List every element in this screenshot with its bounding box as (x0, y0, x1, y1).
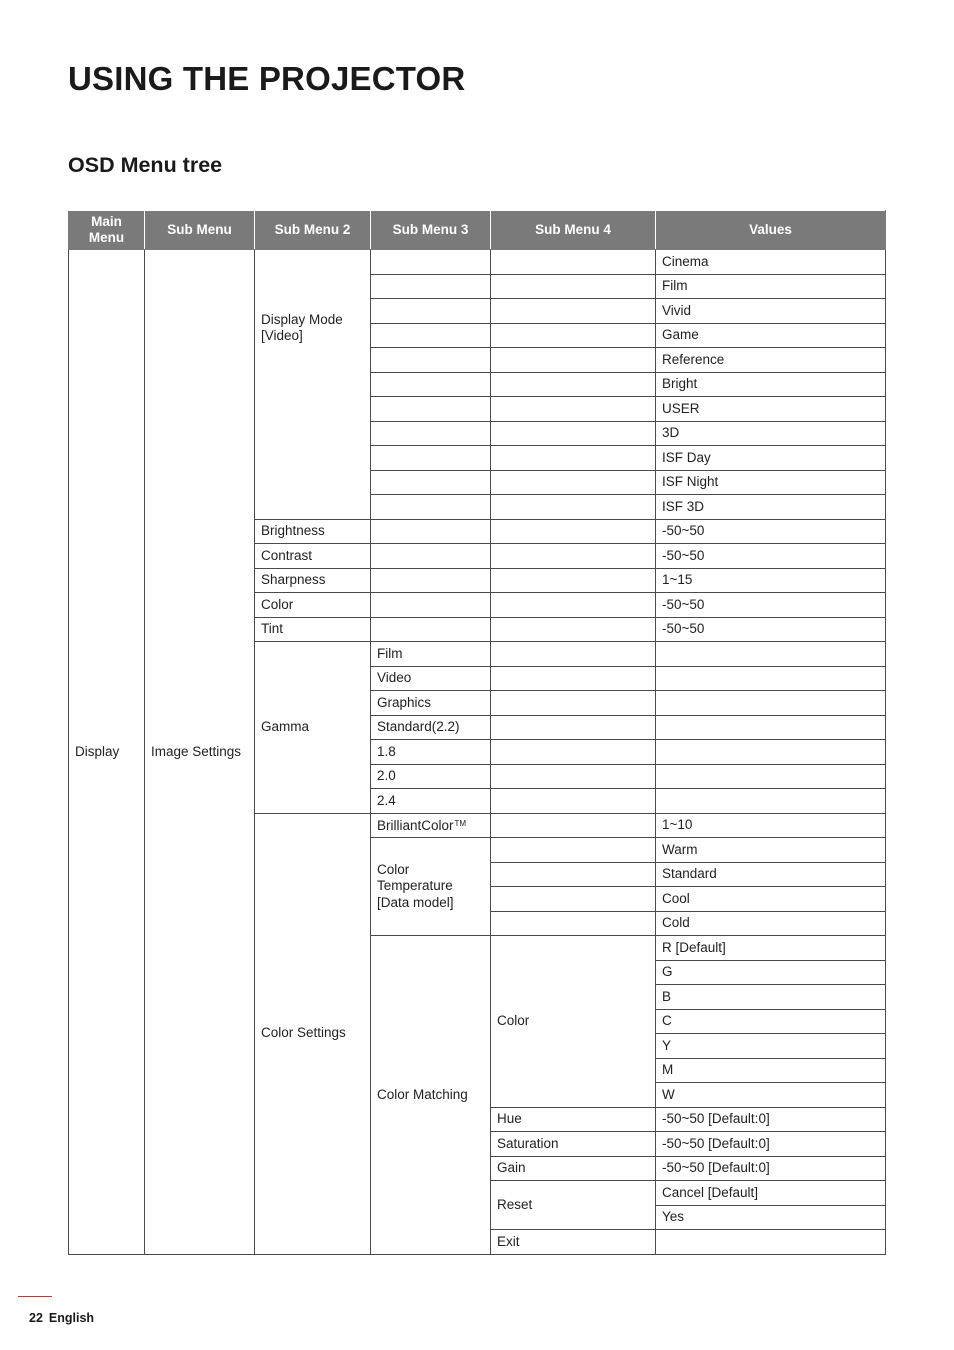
color-cell: Color (255, 593, 371, 618)
brightness-cell: Brightness (255, 519, 371, 544)
header-sub-menu-2: Sub Menu 2 (255, 211, 371, 250)
brilliant-color-cell: BrilliantColor™ (371, 813, 491, 838)
value-cell: ISF Day (656, 446, 886, 471)
gamma-option-cell: 2.0 (371, 764, 491, 789)
footer-accent-line (18, 1296, 52, 1297)
value-cell: 1~10 (656, 813, 886, 838)
gamma-option-cell: Video (371, 666, 491, 691)
value-cell: B (656, 985, 886, 1010)
value-cell: Game (656, 323, 886, 348)
value-cell: Cancel [Default] (656, 1181, 886, 1206)
value-cell: ISF 3D (656, 495, 886, 520)
gamma-option-cell: 2.4 (371, 789, 491, 814)
page-footer (29, 1311, 94, 1325)
table-row (69, 250, 886, 275)
saturation-cell: Saturation (491, 1132, 656, 1157)
header-main-menu: Main Menu (69, 211, 145, 250)
value-cell: -50~50 [Default:0] (656, 1132, 886, 1157)
color-temperature-cell: Color Temperature [Data model] (371, 838, 491, 936)
section-title: OSD Menu tree (68, 153, 223, 177)
value-cell: W (656, 1083, 886, 1108)
table-header-row (69, 211, 886, 250)
color-matching-cell: Color Matching (371, 936, 491, 1255)
value-cell: Standard (656, 862, 886, 887)
value-cell: -50~50 [Default:0] (656, 1107, 886, 1132)
value-cell: Cold (656, 911, 886, 936)
value-cell: Yes (656, 1205, 886, 1230)
exit-cell: Exit (491, 1230, 656, 1255)
color-settings-cell: Color Settings (255, 813, 371, 1254)
gamma-option-cell: Standard(2.2) (371, 715, 491, 740)
value-cell: Film (656, 274, 886, 299)
contrast-cell: Contrast (255, 544, 371, 569)
gain-cell: Gain (491, 1156, 656, 1181)
header-sub-menu: Sub Menu (145, 211, 255, 250)
gamma-option-cell: Film (371, 642, 491, 667)
value-cell: -50~50 (656, 593, 886, 618)
value-cell: -50~50 (656, 617, 886, 642)
tint-cell: Tint (255, 617, 371, 642)
value-cell: 3D (656, 421, 886, 446)
value-cell: 1~15 (656, 568, 886, 593)
header-sub-menu-4: Sub Menu 4 (491, 211, 656, 250)
hue-cell: Hue (491, 1107, 656, 1132)
value-cell: M (656, 1058, 886, 1083)
color-matching-color-cell: Color (491, 936, 656, 1108)
main-menu-cell: Display (69, 250, 145, 1255)
value-cell: Cool (656, 887, 886, 912)
value-cell: -50~50 (656, 544, 886, 569)
sharpness-cell: Sharpness (255, 568, 371, 593)
reset-cell: Reset (491, 1181, 656, 1230)
display-mode-cell: Display Mode [Video] (255, 250, 371, 520)
trademark-mark: TM (454, 819, 467, 828)
page-title: USING THE PROJECTOR (68, 60, 466, 97)
value-cell: -50~50 [Default:0] (656, 1156, 886, 1181)
footer-language: English (48, 1311, 95, 1325)
value-cell: G (656, 960, 886, 985)
value-cell: Warm (656, 838, 886, 863)
value-cell: R [Default] (656, 936, 886, 961)
header-values: Values (656, 211, 886, 250)
sub-menu-cell: Image Settings (145, 250, 255, 1255)
value-cell: ISF Night (656, 470, 886, 495)
gamma-option-cell: 1.8 (371, 740, 491, 765)
value-cell: Vivid (656, 299, 886, 324)
osd-menu-tree-table (68, 210, 886, 1255)
header-sub-menu-3: Sub Menu 3 (371, 211, 491, 250)
gamma-cell: Gamma (255, 642, 371, 814)
value-cell: Reference (656, 348, 886, 373)
value-cell: Y (656, 1034, 886, 1059)
page-number: 22 (29, 1311, 43, 1325)
value-cell: -50~50 (656, 519, 886, 544)
value-cell: Bright (656, 372, 886, 397)
value-cell: Cinema (656, 250, 886, 275)
value-cell: C (656, 1009, 886, 1034)
gamma-option-cell: Graphics (371, 691, 491, 716)
value-cell: USER (656, 397, 886, 422)
